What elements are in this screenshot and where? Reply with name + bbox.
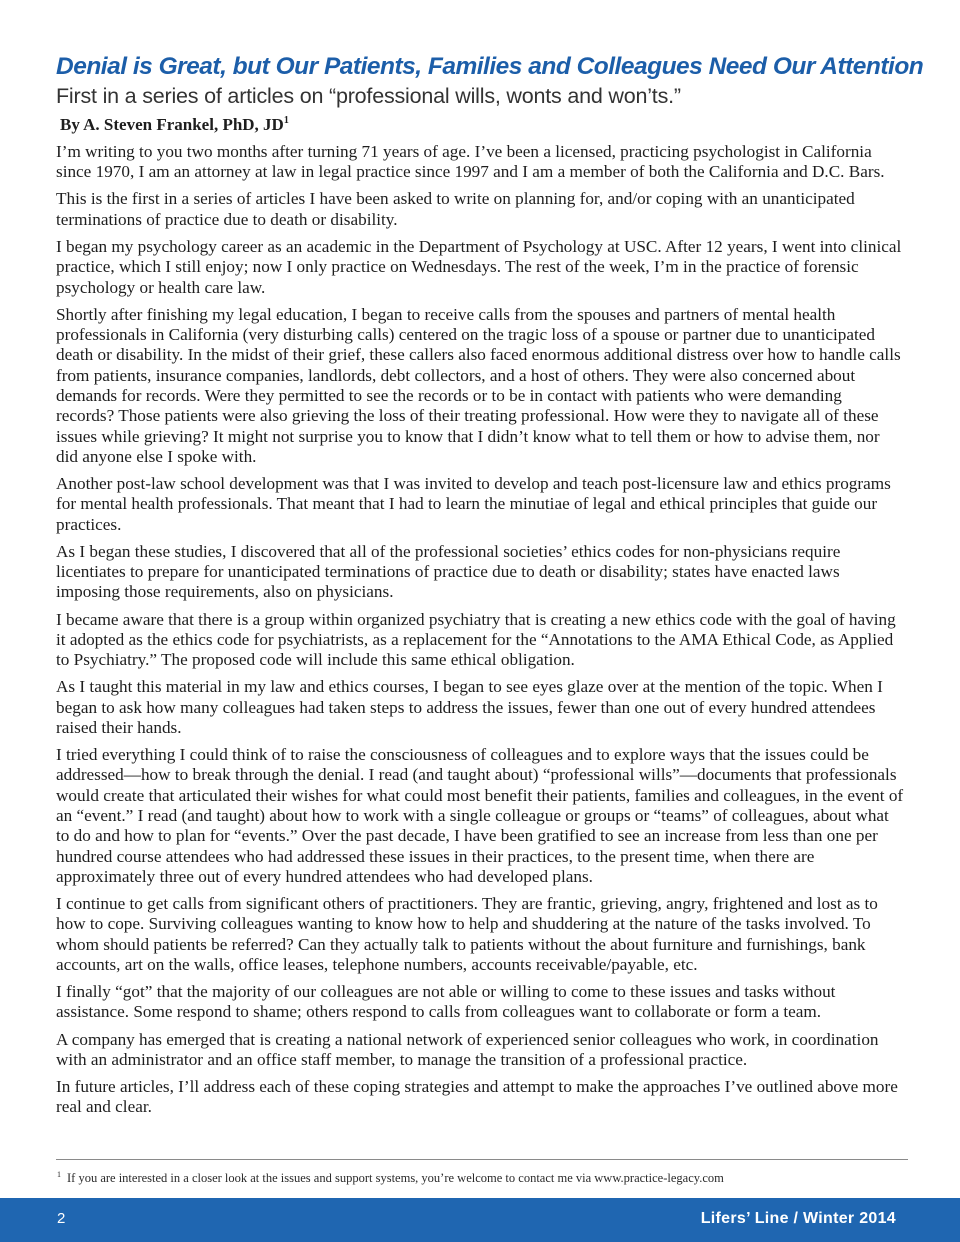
publication-title: Lifers’ Line / Winter 2014 — [700, 1210, 896, 1227]
paragraph: Another post-law school development was that I was invited to develop and teach post-licensure law and ethics programs for mental health professionals. That meant that I had to learn the minutiae of legal and ethical principles that guide our practices. — [56, 474, 891, 534]
footnote-text: If you are interested in a closer look at the issues and support systems, you’re welcome to contact me via www.practice-legacy.com — [67, 1171, 724, 1185]
paragraph: Shortly after finishing my legal education, I began to receive calls from the spouses and partners of mental health professionals in California (very disturbing calls) centered on the tragic loss of a spouse or partner due to unanticipated death or disability. In the midst of their grief, these callers also faced enormous additional distress over how to handle calls from patients, insurance companies, landlords, debt collectors, and a host of others. They were also concerned about demands for records. Were they permitted to see the records or to be in contact with patients who were demanding records? Those patients were also grieving the loss of their treating professional. How were they to navigate all of these issues while grieving? It might not surprise you to know that I didn’t know what to tell them or how to advise them, nor did anyone else I spoke with. — [56, 304, 901, 466]
footnote-number: 1 — [57, 1170, 61, 1179]
byline-text: By A. Steven Frankel, PhD, JD — [60, 115, 284, 134]
paragraph: I’m writing to you two months after turning 71 years of age. I’ve been a licensed, practicing psychologist in California since 1970, I am an attorney at law in legal practice since 1997 and I am a member of both the California and D.C. Bars. — [56, 142, 885, 182]
footer-bar — [0, 1198, 960, 1242]
paragraph: I continue to get calls from significant others of practitioners. They are frantic, grieving, angry, frightened and lost as to how to cope. Surviving colleagues wanting to know how to help and shuddering at the nature of the tasks involved. To whom should patients be referred? Can they actually talk to patients without the about furniture and furnishings, bank accounts, art on the walls, office leases, telephone numbers, accounts receivable/payable, etc. — [56, 894, 878, 974]
paragraph: I tried everything I could think of to raise the consciousness of colleagues and to explore ways that the issues could be addressed—how to break through the denial. I read (and taught about) “professional wills”—documents that professionals would create that articulated their wishes for what could most benefit their patients, families and colleagues, in the event of an “event.” I read (and taught) about how to work with a single colleague or groups or “teams” of colleagues, about what to do and how to plan for “events.” Over the past decade, I have been gratified to see an increase from less than one per hundred course attendees who had addressed these issues in their practices, to the present time, when there are approximately three out of every hundred attendees who had developed plans. — [56, 745, 904, 886]
article-body — [56, 142, 904, 1118]
paragraph: A company has emerged that is creating a national network of experienced senior colleagues who work, in coordination with an administrator and an office staff member, to manage the transition of a professional practice. — [56, 1029, 879, 1069]
footnote-divider — [56, 1159, 908, 1160]
article — [56, 52, 924, 1125]
footnote-ref: 1 — [283, 115, 289, 126]
paragraph: I began my psychology career as an academic in the Department of Psychology at USC. After 12 years, I went into clinical practice, which I still enjoy; now I only practice on Wednesdays. The rest of the week, I’m in the practice of forensic psychology or health care law. — [56, 236, 902, 297]
byline — [60, 110, 904, 136]
article-subtitle: First in a series of articles on “professional wills, wonts and won’ts.” — [56, 84, 681, 108]
paragraph: I became aware that there is a group within organized psychiatry that is creating a new ethics code with the goal of having it adopted as the ethics code for psychiatrists, as a replacement for the “Annotations to the AMA Ethical Code, as Applied to Psychiatry.” The proposed code will include this same ethical obligation. — [56, 609, 896, 670]
article-title: Denial is Great, but Our Patients, Families and Colleagues Need Our Attention — [56, 53, 924, 80]
paragraph: This is the first in a series of articles I have been asked to write on planning for, and/or coping with an unanticipated terminations of practice due to death or disability. — [56, 189, 855, 229]
paragraph: As I began these studies, I discovered that all of the professional societies’ ethics codes for non-physicians require licentiates to prepare for unanticipated terminations of practice due to death or disability; states have enacted laws imposing those requirements, also on physicians. — [56, 541, 841, 602]
footnote — [57, 1167, 907, 1186]
page-number: 2 — [57, 1210, 66, 1227]
paragraph: In future articles, I’ll address each of these coping strategies and attempt to make the approaches I’ve outlined above more real and clear. — [56, 1077, 898, 1117]
paragraph: I finally “got” that the majority of our colleagues are not able or willing to come to these issues and tasks without assistance. Some respond to shame; others respond to calls from colleagues want to collaborate or form a team. — [56, 982, 836, 1022]
paragraph: As I taught this material in my law and ethics courses, I began to see eyes glaze over at the mention of the topic. When I began to ask how many colleagues had taken steps to address the issues, fewer than one out of every hundred attendees raised their hands. — [56, 677, 883, 737]
